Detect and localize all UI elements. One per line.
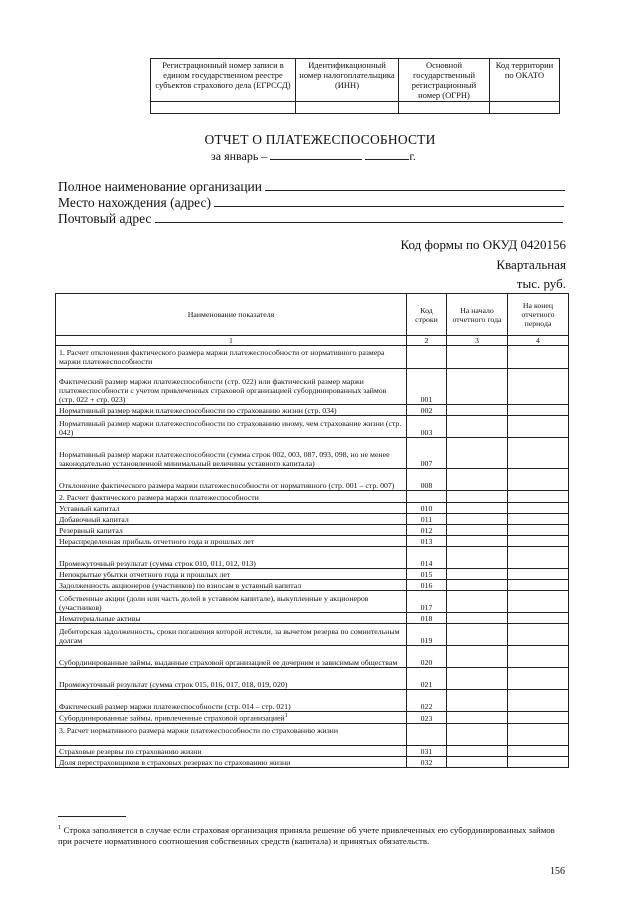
row-start-value[interactable] <box>447 690 508 712</box>
row-code: 020 <box>407 646 447 668</box>
row-end-value[interactable] <box>508 580 569 591</box>
row-end-value[interactable] <box>508 712 569 724</box>
report-title: ОТЧЕТ О ПЛАТЕЖЕСПОСОБНОСТИ <box>204 132 436 147</box>
row-name: Уставный капитал <box>56 503 407 514</box>
row-name: Непокрытые убытки отчетного года и прошлых лет <box>56 569 407 580</box>
row-code: 022 <box>407 690 447 712</box>
row-name: Добавочный капитал <box>56 514 407 525</box>
row-start-value[interactable] <box>447 756 508 767</box>
col-end-header: На конец отчетного периода <box>508 294 569 336</box>
row-code: 017 <box>407 591 447 613</box>
registration-value-row <box>151 102 560 114</box>
row-start-value[interactable] <box>447 613 508 624</box>
row-name <box>56 712 407 724</box>
postal-field[interactable] <box>155 210 563 223</box>
table-row <box>56 547 569 569</box>
table-row <box>56 591 569 613</box>
row-end-value[interactable] <box>508 438 569 469</box>
row-name: Страховые резервы по страхованию жизни <box>56 745 407 756</box>
location-field[interactable] <box>214 194 564 207</box>
row-name: Задолженность акционеров (участников) по взносам в уставный капитал <box>56 580 407 591</box>
registration-header-row <box>151 59 560 102</box>
row-code: 013 <box>407 536 447 547</box>
row-code: 001 <box>407 369 447 405</box>
table-row <box>56 624 569 646</box>
row-code: 012 <box>407 525 447 536</box>
ogrn-value[interactable] <box>399 102 490 114</box>
row-end-value[interactable] <box>508 646 569 668</box>
row-end-value[interactable] <box>508 503 569 514</box>
row-start-value[interactable] <box>447 438 508 469</box>
row-end-value[interactable] <box>508 591 569 613</box>
col-number-3: 3 <box>447 336 508 346</box>
period-prefix: за январь – <box>211 149 268 163</box>
col-number-1: 1 <box>56 336 407 346</box>
col-number-4: 4 <box>508 336 569 346</box>
col-indicator-header: Наименование показателя <box>56 294 407 336</box>
table-row <box>56 745 569 756</box>
row-end-value[interactable] <box>508 756 569 767</box>
footnote-text: Строка заполняется в случае если страховая организация приняла решение об учете привлеченных ею субординированных займов при расчете нормативного соотношения собственных средств (капитала) и принятых обязательств. <box>58 824 555 846</box>
row-start-value[interactable] <box>447 591 508 613</box>
inn-value[interactable] <box>296 102 399 114</box>
inn-header: Идентификационный номер налогоплательщика (ИНН) <box>296 59 399 102</box>
page-number: 156 <box>550 866 565 877</box>
row-name: Дебиторская задолженность, сроки погашения которой истекли, за вычетом резерва по сомнительным долгам <box>56 624 407 646</box>
row-end-value[interactable] <box>508 624 569 646</box>
footnote-divider <box>58 816 126 817</box>
table-row <box>56 690 569 712</box>
table-header-row <box>56 294 569 336</box>
row-name: Нераспределенная прибыль отчетного года и прошлых лет <box>56 536 407 547</box>
row-code: 007 <box>407 438 447 469</box>
row-end-value[interactable] <box>508 668 569 690</box>
row-name: Собственные акции (доли или часть долей в уставном капитале), выкупленные у акционеров (участников) <box>56 591 407 613</box>
column-numbers-row <box>56 336 569 346</box>
row-end-value[interactable] <box>508 536 569 547</box>
row-end-value[interactable] <box>508 369 569 405</box>
row-start-value[interactable] <box>447 580 508 591</box>
row-start-value[interactable] <box>447 536 508 547</box>
location-label: Место нахождения (адрес) <box>58 195 212 210</box>
row-code: 011 <box>407 514 447 525</box>
row-name: Промежуточный результат (сумма строк 015, 016, 017, 018, 019, 020) <box>56 668 407 690</box>
row-start-value[interactable] <box>447 525 508 536</box>
table-row <box>56 469 569 491</box>
row-code: 002 <box>407 405 447 416</box>
row-code: 018 <box>407 613 447 624</box>
row-code: 014 <box>407 547 447 569</box>
footnote-number: 1 <box>58 824 62 831</box>
solvency-table <box>55 293 569 768</box>
row-name: Нематериальные активы <box>56 613 407 624</box>
table-row <box>56 580 569 591</box>
row-code: 003 <box>407 416 447 438</box>
row-code: 023 <box>407 712 447 724</box>
postal-label: Почтовый адрес <box>58 211 152 226</box>
row-end-value[interactable] <box>508 514 569 525</box>
row-end-value[interactable] <box>508 613 569 624</box>
footnote-mark: 1 <box>284 713 288 719</box>
table-row <box>56 668 569 690</box>
table-row <box>56 369 569 405</box>
row-name: Резервный капитал <box>56 525 407 536</box>
section-header-row <box>56 723 569 745</box>
table-row <box>56 405 569 416</box>
row-start-value[interactable] <box>447 416 508 438</box>
row-code: 010 <box>407 503 447 514</box>
registration-table <box>150 58 560 114</box>
okato-header: Код территории по ОКАТО <box>490 59 560 102</box>
table-row <box>56 613 569 624</box>
row-code: 019 <box>407 624 447 646</box>
row-code: 032 <box>407 756 447 767</box>
row-name: Нормативный размер маржи платежеспособности по страхованию жизни (стр. 034) <box>56 405 407 416</box>
row-start-value[interactable] <box>447 503 508 514</box>
row-code: 031 <box>407 745 447 756</box>
row-end-value[interactable] <box>508 690 569 712</box>
row-end-value[interactable] <box>508 416 569 438</box>
row-end-value[interactable] <box>508 405 569 416</box>
period-year-field[interactable] <box>365 148 409 160</box>
row-start-value[interactable] <box>447 514 508 525</box>
row-name: Нормативный размер маржи платежеспособности по страхованию иному, чем страхование жизни (стр. 042) <box>56 416 407 438</box>
okud-code: Код формы по ОКУД 0420156 <box>400 237 566 252</box>
okato-value[interactable] <box>490 102 560 114</box>
postal-row <box>58 210 563 227</box>
row-name: Фактический размер маржи платежеспособности (стр. 022) или фактический размер маржи платежеспособности с учетом привлеченных страховой организацией субординированных займов (стр. 022 + стр. 023) <box>56 369 407 405</box>
periodicity: Квартальная <box>496 257 566 272</box>
period-suffix: г. <box>409 149 416 163</box>
col-number-2: 2 <box>407 336 447 346</box>
section3-title: 3. Расчет нормативного размера маржи платежеспособности по страхованию жизни <box>56 723 407 745</box>
row-name: Фактический размер маржи платежеспособности (стр. 014 – стр. 021) <box>56 690 407 712</box>
row-code: 021 <box>407 668 447 690</box>
row-start-value[interactable] <box>447 624 508 646</box>
row-start-value[interactable] <box>447 547 508 569</box>
row-end-value[interactable] <box>508 469 569 491</box>
row-code: 015 <box>407 569 447 580</box>
col-start-header: На начало отчетного года <box>447 294 508 336</box>
row-code: 008 <box>407 469 447 491</box>
full-name-row <box>58 178 565 195</box>
row-name: Нормативный размер маржи платежеспособности (сумма строк 002, 003, 087, 093, 098, но не менее законодательно установленной минимальный величины уставного капитала) <box>56 438 407 469</box>
location-row <box>58 194 564 211</box>
row-name-text: Субординированные займы, привлеченные страховой организацией <box>59 713 285 723</box>
section-header-row <box>56 491 569 503</box>
section2-title: 2. Расчет фактического размера маржи платежеспособности <box>56 491 407 503</box>
row-name: Доля перестраховщиков в страховых резервах по страхованию жизни <box>56 756 407 767</box>
row-start-value[interactable] <box>447 569 508 580</box>
table-row <box>56 438 569 469</box>
row-name: Промежуточный результат (сумма строк 010, 011, 012, 013) <box>56 547 407 569</box>
egrssd-value[interactable] <box>151 102 296 114</box>
row-start-value[interactable] <box>447 405 508 416</box>
table-row <box>56 503 569 514</box>
section-header-row <box>56 346 569 369</box>
row-start-value[interactable] <box>447 369 508 405</box>
units: тыс. руб. <box>516 276 566 291</box>
period-line <box>211 148 416 164</box>
table-row <box>56 525 569 536</box>
full-name-label: Полное наименование организации <box>58 179 262 194</box>
row-start-value[interactable] <box>447 646 508 668</box>
row-end-value[interactable] <box>508 525 569 536</box>
table-row <box>56 756 569 767</box>
ogrn-header: Основной государственный регистрационный номер (ОГРН) <box>399 59 490 102</box>
row-end-value[interactable] <box>508 547 569 569</box>
section1-title: 1. Расчет отклонения фактического размера маржи платежеспособности от нормативного размера маржи платежеспособности <box>56 346 407 369</box>
col-code-header: Код строки <box>407 294 447 336</box>
table-row <box>56 416 569 438</box>
table-row <box>56 646 569 668</box>
table-row <box>56 536 569 547</box>
footnote <box>58 822 568 847</box>
row-name: Отклонение фактического размера маржи платежеспособности от нормативного (стр. 001 – стр. 007) <box>56 469 407 491</box>
row-end-value[interactable] <box>508 569 569 580</box>
row-start-value[interactable] <box>447 712 508 724</box>
row-end-value[interactable] <box>508 745 569 756</box>
row-name: Субординированные займы, выданные страховой организацией ее дочерним и зависимым обществам <box>56 646 407 668</box>
row-start-value[interactable] <box>447 668 508 690</box>
row-start-value[interactable] <box>447 745 508 756</box>
table-row <box>56 514 569 525</box>
period-day-field[interactable] <box>270 148 362 160</box>
table-row <box>56 569 569 580</box>
row-start-value[interactable] <box>447 469 508 491</box>
full-name-field[interactable] <box>265 178 565 191</box>
row-code: 016 <box>407 580 447 591</box>
egrssd-header: Регистрационный номер записи в едином государственном реестре субъектов страхового дела (ЕГРССД) <box>151 59 296 102</box>
table-row <box>56 712 569 724</box>
